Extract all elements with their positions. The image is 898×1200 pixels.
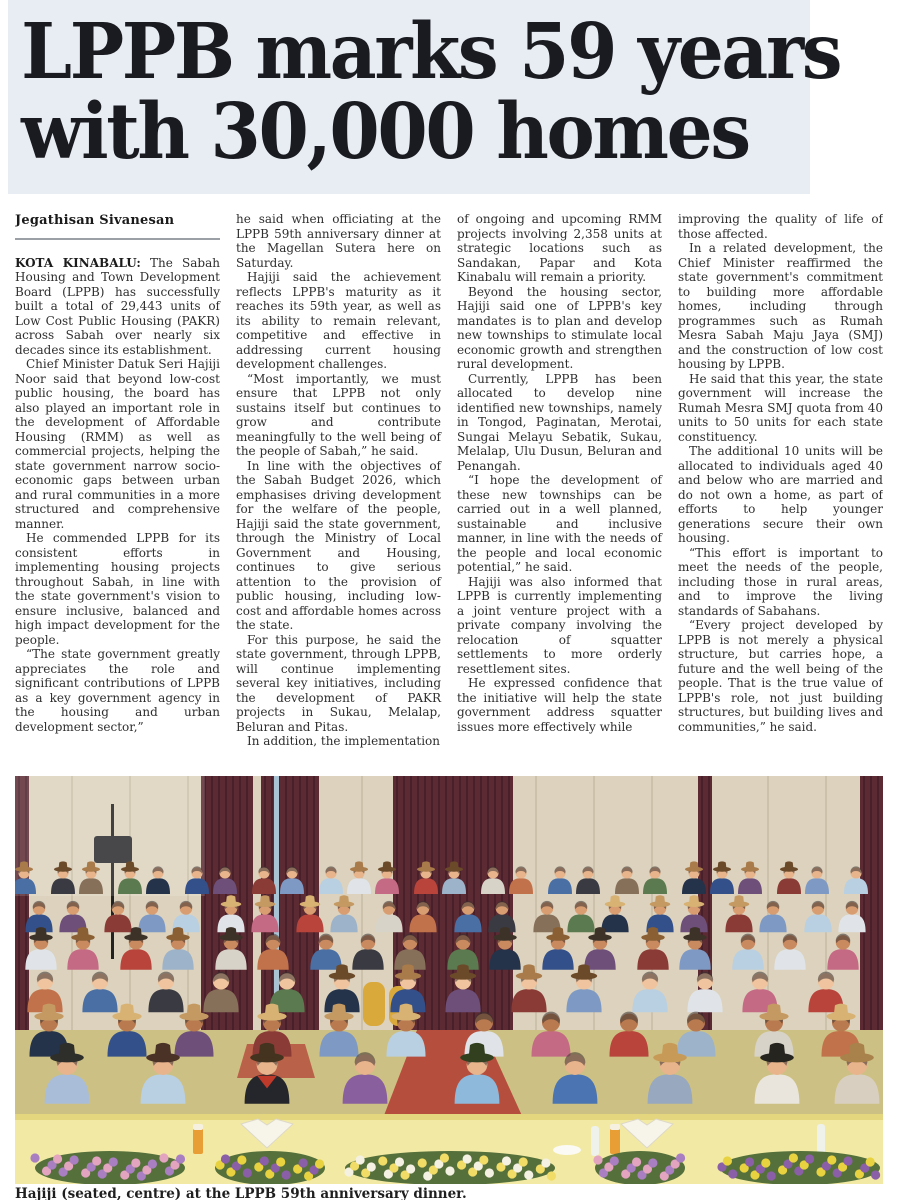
headline-box bbox=[8, 0, 841, 194]
article-paragraph: Hajiji was also informed that LPPB is currently implementing a joint venture project with a private company involving the relocation of squatter settlements to more orderly resettlement sites. bbox=[457, 574, 662, 676]
article-paragraph: Currently, LPPB has been allocated to develop nine identified new townships, namely in Tongod, Paginatan, Merotai, Sungai Melayu Sebatik, Sukau, Melalap, Ulu Dusun, Beluran and Penangah. bbox=[457, 371, 662, 473]
byline-rule bbox=[15, 238, 220, 240]
article-body bbox=[15, 212, 883, 768]
article-paragraph: He said that this year, the state government will increase the Rumah Mesra SMJ quota from 40 units to 50 units for each state constituency. bbox=[678, 371, 883, 444]
group-photo-illustration bbox=[15, 776, 883, 1184]
article-paragraph: “I hope the development of these new townships can be carried out in a well planned, sustainable and inclusive manner, in line with the needs of the people and local economic potential,” he said. bbox=[457, 473, 662, 574]
headline-line-1: LPPB marks 59 years bbox=[21, 7, 841, 97]
article-paragraph bbox=[15, 256, 220, 358]
dateline: KOTA KINABALU: bbox=[15, 255, 141, 270]
article-paragraph: The additional 10 units will be allocated to individuals aged 40 and below who are married and do not own a home, as part of efforts to help younger generations secure their own housing. bbox=[678, 444, 883, 545]
article-paragraph: Chief Minister Datuk Seri Hajiji Noor said that beyond low-cost public housing, the board has also played an important role in the development of Affordable Housing (RMM) as well as commercial projects, helping the state government narrow socio-economic gaps between urban and rural communities in a more structured and comprehensive manner. bbox=[15, 357, 220, 531]
paragraph-text: The Sabah Housing and Town Development Board (LPPB) has successfully built a total of 29,443 units of Low Cost Public Housing (PAKR) across Sabah over nearly six decades since its establishment. bbox=[15, 255, 220, 357]
article-paragraph: of ongoing and upcoming RMM projects involving 2,358 units at strategic locations such as Sandakan, Papar and Kota Kinabalu will remain a priority. bbox=[457, 212, 662, 284]
article-paragraph: improving the quality of life of those affected. bbox=[678, 212, 883, 241]
headline bbox=[8, 0, 841, 177]
article-paragraph: In a related development, the Chief Minister reaffirmed the state government's commitment to building more affordable homes, including through programmes such as Rumah Mesra Sabah Maju Jaya (SMJ) and the construction of low cost housing by LPPB. bbox=[678, 241, 883, 371]
article-paragraph: In line with the objectives of the Sabah Budget 2026, which emphasises driving development for the welfare of the people, Hajiji said the state government, through the Ministry of Local Government and Housing, continues to give serious attention to the provision of public housing, including low-cost and affordable homes across the state. bbox=[236, 458, 441, 632]
article-paragraph: Hajiji said the achievement reflects LPPB's maturity as it reaches its 59th year, as well as its ability to remain relevant, competitive and effective in addressing current housing development challenges. bbox=[236, 270, 441, 371]
article-paragraph: “Most importantly, we must ensure that LPPB not only sustains itself but continues to grow and contribute meaningfully to the well being of the people of Sabah,” he said. bbox=[236, 371, 441, 458]
photo-caption: Hajiji (seated, centre) at the LPPB 59th anniversary dinner. bbox=[15, 1186, 467, 1200]
column-1 bbox=[15, 212, 220, 768]
article-paragraph: “This effort is important to meet the needs of the people, including those in rural areas, and to improve the living standards of Sabahans. bbox=[678, 545, 883, 618]
article-paragraph: He expressed confidence that the initiative will help the state government address squatter issues more effectively while bbox=[457, 676, 662, 734]
article-paragraph: In addition, the implementation bbox=[247, 734, 440, 748]
column-3 bbox=[457, 212, 662, 768]
headline-line-2: with 30,000 homes bbox=[21, 87, 749, 177]
article-paragraph: he said when officiating at the LPPB 59th anniversary dinner at the Magellan Sutera here on Saturday. bbox=[236, 212, 441, 270]
article-paragraph: “The state government greatly appreciates the role and significant contributions of LPPB as a key government agency in the housing and urban development sector,” bbox=[15, 647, 220, 734]
column-4 bbox=[678, 212, 883, 768]
article-paragraph: “Every project developed by LPPB is not merely a physical structure, but carries hope, a future and the well being of the people. That is the true value of LPPB's role, not just building structures, but building lives and communities,” he said. bbox=[678, 618, 883, 734]
article-paragraph: He commended LPPB for its consistent efforts in implementing housing projects throughout Sabah, in line with the state government's vision to ensure inclusive, balanced and high impact development for the people. bbox=[15, 531, 220, 647]
byline: Jegathisan Sivanesan bbox=[15, 213, 175, 228]
column-2 bbox=[236, 212, 441, 768]
article-paragraph: Beyond the housing sector, Hajiji said one of LPPB's key mandates is to plan and develop new townships to stimulate local economic growth and strengthen rural development. bbox=[457, 284, 662, 371]
article-photo bbox=[15, 776, 883, 1184]
article-paragraph: For this purpose, he said the state government, through LPPB, will continue implementing several key initiatives, including the development of PAKR projects in Sukau, Melalap, Beluran and Pitas. bbox=[236, 632, 441, 734]
